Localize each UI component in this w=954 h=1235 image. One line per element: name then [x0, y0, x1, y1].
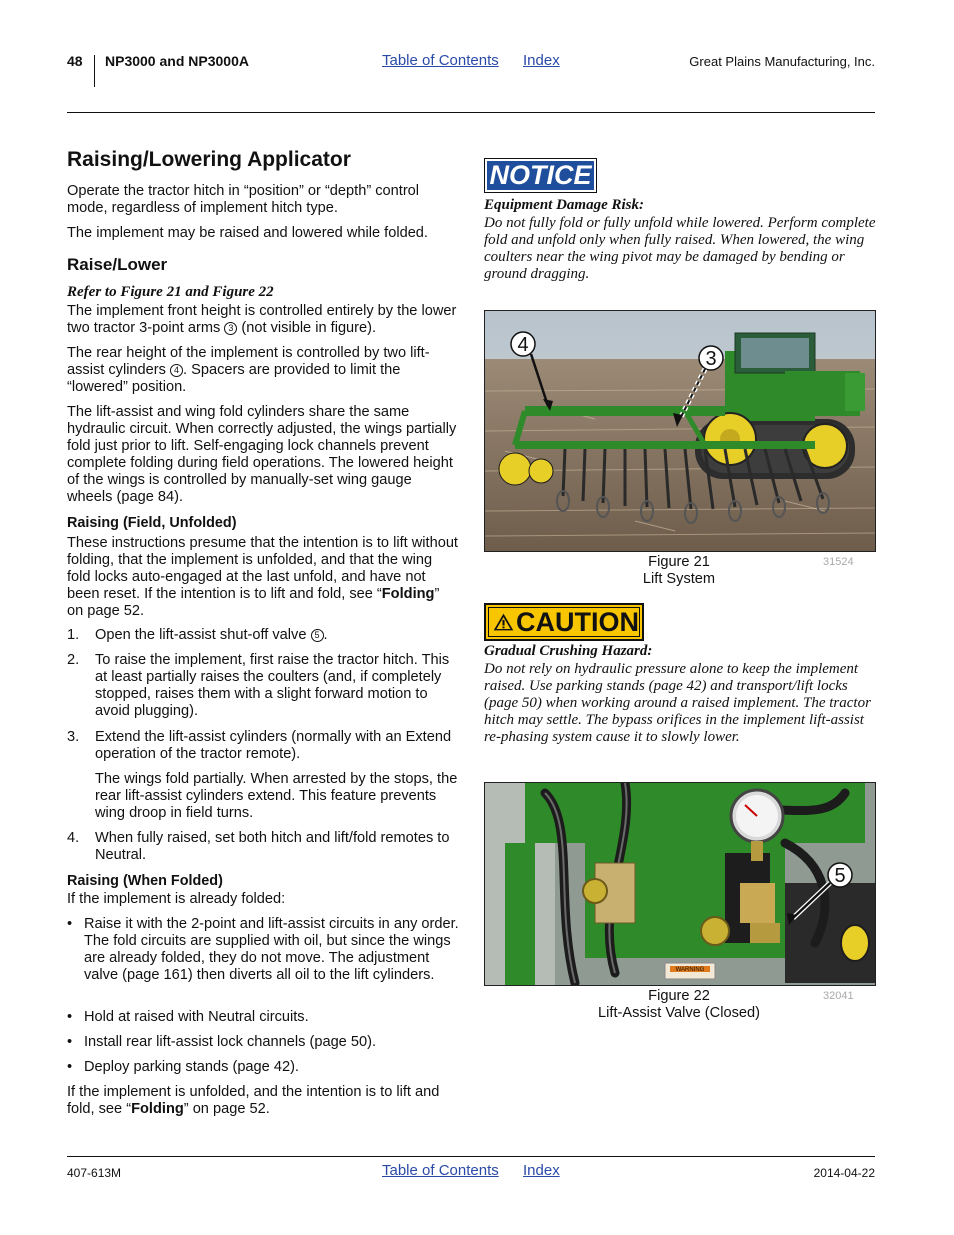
figure-22-photo	[484, 782, 876, 986]
step-text: To raise the implement, first raise the tractor hitch. This at least partially raises the coulters (and, if completely stopped, raises them with a slight forward motion to avoid plugging).	[95, 652, 450, 719]
figure-22-part-number: 32041	[823, 990, 854, 1002]
paragraph: Operate the tractor hitch in “position” or “depth” control mode, regardless of implement hitch type.	[67, 183, 420, 216]
paragraph: The implement front height is controlled entirely by the lower two tractor 3-point arms 3 (not visible in figure).	[67, 303, 457, 336]
revision-date: 2014-04-22	[813, 1166, 875, 1180]
bullet-text: Hold at raised with Neutral circuits.	[84, 1009, 309, 1025]
paragraph: The lift-assist and wing fold cylinders share the same hydraulic circuit. When correctly adjusted, the wings partially fold just prior to lift. Self-engaging lock channels prevent complete folding during field operations. The lowered height of the wings is controlled by manually-set wing gauge wheels (page 84).	[67, 404, 457, 505]
document-number: 407-613M	[67, 1166, 122, 1180]
paragraph: The implement may be raised and lowered while folded.	[67, 225, 428, 241]
step-number: 4.	[67, 830, 80, 846]
procedure-heading: Raising (When Folded)	[67, 873, 223, 889]
callout-number: 5	[311, 629, 324, 642]
subsection-heading: Raise/Lower	[67, 255, 168, 274]
caution-title: Gradual Crushing Hazard:	[484, 643, 653, 659]
callout-5-label: 5	[834, 865, 846, 887]
step-number: 2.	[67, 652, 80, 668]
callout-number: 4	[170, 364, 183, 377]
figure-22-caption-title: Lift-Assist Valve (Closed)	[598, 1005, 760, 1021]
bullet-text: Raise it with the 2-point and lift-assist circuits in any order. The fold circuits are supplied with oil, but since the wings are already folded, they do not move. The adjustment valve (page 161) then diverts all oil to the lift cylinders.	[84, 916, 459, 983]
paragraph: These instructions presume that the intention is to lift without folding, that the implement is unfolded, and that the wing fold locks auto-engaged at the last unfold, and have not been reset. If the intention is to lift and fold, see “Folding” on page 52.	[67, 535, 458, 619]
figure-21-part-number: 31524	[823, 556, 854, 568]
caution-body: Do not rely on hydraulic pressure alone to keep the implement raised. Use parking stands (page 42) and transport/lift locks (page 50) when working around a raised implement. The tractor hitch may settle. The bypass orifices in the implement lift-assist re-phasing system cause it to slowly lower.	[484, 661, 871, 745]
paragraph: If the implement is already folded:	[67, 891, 286, 907]
step-note: The wings fold partially. When arrested by the stops, the rear lift-assist cylinders extend. This feature prevents wing droop in field turns.	[95, 771, 458, 821]
warning-triangle-icon	[493, 609, 514, 635]
footer-index-link[interactable]: Index	[523, 1162, 560, 1179]
bullet-dot: •	[67, 1034, 73, 1050]
step-text: Extend the lift-assist cylinders (normally with an Extend operation of the tractor remote).	[95, 729, 452, 762]
figure-reference: Refer to Figure 21 and Figure 22	[67, 284, 274, 300]
header-divider	[94, 55, 95, 87]
header-index-link[interactable]: Index	[523, 52, 560, 69]
footer-rule	[67, 1156, 875, 1157]
paragraph: If the implement is unfolded, and the intention is to lift and fold, see “Folding” on page 52.	[67, 1084, 440, 1117]
page-number: 48	[67, 53, 83, 69]
notice-badge: NOTICE	[484, 158, 597, 193]
tractor-lift-system-illustration	[485, 311, 875, 551]
step-text: When fully raised, set both hitch and lift/fold remotes to Neutral.	[95, 830, 450, 863]
procedure-heading: Raising (Field, Unfolded)	[67, 515, 237, 531]
callout-4-label: 4	[517, 334, 529, 356]
figure-22-caption-number: Figure 22	[648, 988, 710, 1004]
footer-toc-link[interactable]: Table of Contents	[382, 1162, 499, 1179]
notice-title: Equipment Damage Risk:	[484, 197, 645, 213]
bullet-text: Deploy parking stands (page 42).	[84, 1059, 299, 1075]
section-heading: Raising/Lowering Applicator	[67, 148, 351, 171]
paragraph: The rear height of the implement is controlled by two lift-assist cylinders 4 . Spacers are provided to limit the “lowered” position.	[67, 345, 430, 395]
bullet-dot: •	[67, 1059, 73, 1075]
figure-21-photo	[484, 310, 876, 552]
manual-title: NP3000 and NP3000A	[105, 53, 249, 69]
lift-assist-valve-illustration	[485, 783, 875, 985]
header-toc-link[interactable]: Table of Contents	[382, 52, 499, 69]
step-text: Open the lift-assist shut-off valve 5 .	[95, 627, 328, 643]
warning-decal-label: WARNING	[675, 967, 705, 973]
step-number: 3.	[67, 729, 80, 745]
company-name: Great Plains Manufacturing, Inc.	[689, 54, 875, 69]
notice-body: Do not fully fold or fully unfold while lowered. Perform complete fold and unfold only when fully raised. When lowered, the wing coulters near the wing pivot may be damaged by bending or ground dragging.	[484, 215, 876, 282]
callout-number: 3	[224, 322, 237, 335]
step-number: 1.	[67, 627, 80, 643]
bullet-text: Install rear lift-assist lock channels (page 50).	[84, 1034, 377, 1050]
bullet-dot: •	[67, 1009, 73, 1025]
figure-21-caption-title: Lift System	[642, 571, 716, 587]
header-rule	[67, 112, 875, 113]
caution-badge: CAUTION	[484, 603, 644, 641]
callout-3-label: 3	[705, 348, 717, 370]
figure-21-caption-number: Figure 21	[648, 554, 710, 570]
bullet-dot: •	[67, 916, 73, 932]
